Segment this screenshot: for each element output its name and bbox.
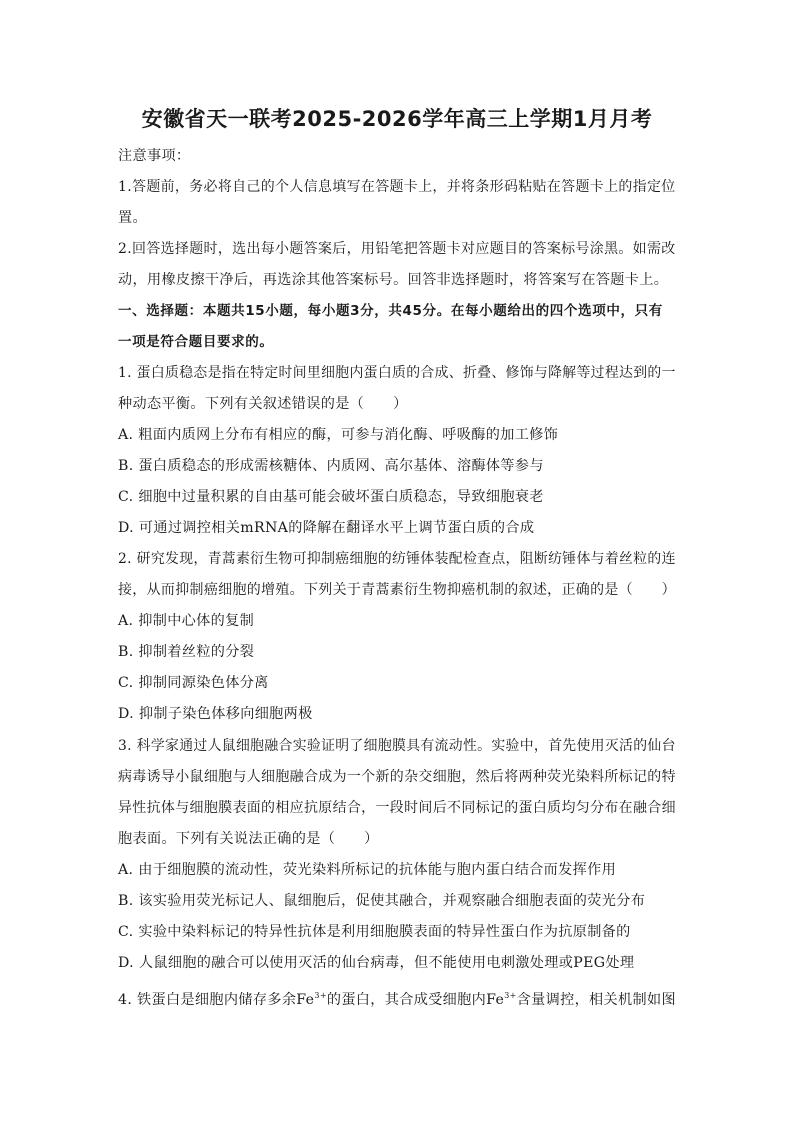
question-1-option-d: D. 可通过调控相关mRNA的降解在翻译水平上调节蛋白质的合成	[118, 520, 535, 536]
question-2-option-a: A. 抑制中心体的复制	[118, 613, 255, 629]
question-3-stem-line-2: 病毒诱导小鼠细胞与人细胞融合成为一个新的杂交细胞，然后将两种荧光染料所标记的特	[118, 769, 676, 785]
question-4-stem-part-2: 的蛋白，其合成受细胞内Fe	[326, 992, 505, 1008]
question-1-option-b: B. 蛋白质稳态的形成需核糖体、内质网、高尔基体、溶酶体等参与	[118, 458, 544, 474]
notice-item-1-line-1: 1.答题前，务必将自己的个人信息填写在答题卡上，并将条形码粘贴在答题卡上的指定位	[118, 179, 676, 195]
notice-item-2-line-2: 动，用橡皮擦干净后，再选涂其他答案标号。回答非选择题时，将答案写在答题卡上。	[118, 272, 669, 288]
question-3-option-b: B. 该实验用荧光标记人、鼠细胞后，促使其融合，并观察融合细胞表面的荧光分布	[118, 893, 646, 909]
question-2-stem-line-1: 2. 研究发现，青蒿素衍生物可抑制癌细胞的纺锤体装配检查点，阻断纺锤体与着丝粒的连	[118, 551, 676, 567]
question-1-stem-line-1: 1. 蛋白质稳态是指在特定时间里细胞内蛋白质的合成、折叠、修饰与降解等过程达到的一	[118, 365, 676, 381]
question-4-stem-line-1	[118, 990, 676, 1010]
question-4-stem-part-3: 含量调控，相关机制如图	[516, 992, 676, 1008]
fe-charge-superscript-1: 3+	[314, 991, 327, 1000]
question-1-stem-line-2: 种动态平衡。下列有关叙述错误的是（ ）	[118, 396, 408, 412]
question-4-stem-part-1: 4. 铁蛋白是细胞内储存多余Fe	[118, 992, 315, 1008]
question-3-option-c: C. 实验中染料标记的特异性抗体是利用细胞膜表面的特异性蛋白作为抗原制备的	[118, 924, 631, 940]
notice-heading: 注意事项：	[118, 148, 191, 164]
question-3-option-a: A. 由于细胞膜的流动性，荧光染料所标记的抗体能与胞内蛋白结合而发挥作用	[118, 862, 617, 878]
question-2-option-b: B. 抑制着丝粒的分裂	[118, 644, 255, 660]
notice-item-2-line-1: 2.回答选择题时，选出每小题答案后，用铅笔把答题卡对应题目的答案标号涂黑。如需改	[118, 241, 676, 257]
question-2-option-c: C. 抑制同源染色体分离	[118, 675, 269, 691]
section-1-heading-line-2: 一项是符合题目要求的。	[118, 334, 274, 350]
section-1-heading-line-1: 一、选择题：本题共15小题，每小题3分，共45分。在每小题给出的四个选项中，只有	[118, 303, 663, 319]
question-1-option-c: C. 细胞中过量积累的自由基可能会破坏蛋白质稳态，导致细胞衰老	[118, 489, 544, 505]
question-3-stem-line-4: 胞表面。下列有关说法正确的是（ ）	[118, 831, 379, 847]
question-2-option-d: D. 抑制子染色体移向细胞两极	[118, 706, 313, 722]
question-3-stem-line-1: 3. 科学家通过人鼠细胞融合实验证明了细胞膜具有流动性。实验中，首先使用灭活的仙台	[118, 738, 676, 754]
page-title: 安徽省天一联考2025-2026学年高三上学期1月月考	[141, 107, 653, 131]
question-1-option-a: A. 粗面内质网上分布有相应的酶，可参与消化酶、呼吸酶的加工修饰	[118, 427, 559, 443]
question-3-option-d: D. 人鼠细胞的融合可以使用灭活的仙台病毒，但不能使用电刺激处理或PEG处理	[118, 955, 635, 971]
question-3-stem-line-3: 异性抗体与细胞膜表面的相应抗原结合，一段时间后不同标记的蛋白质均匀分布在融合细	[118, 800, 676, 816]
question-2-stem-line-2: 接，从而抑制癌细胞的增殖。下列关于青蒿素衍生物抑癌机制的叙述，正确的是（ ）	[118, 582, 676, 598]
notice-item-1-line-2: 置。	[118, 210, 147, 226]
fe-charge-superscript-2: 3+	[504, 991, 517, 1000]
